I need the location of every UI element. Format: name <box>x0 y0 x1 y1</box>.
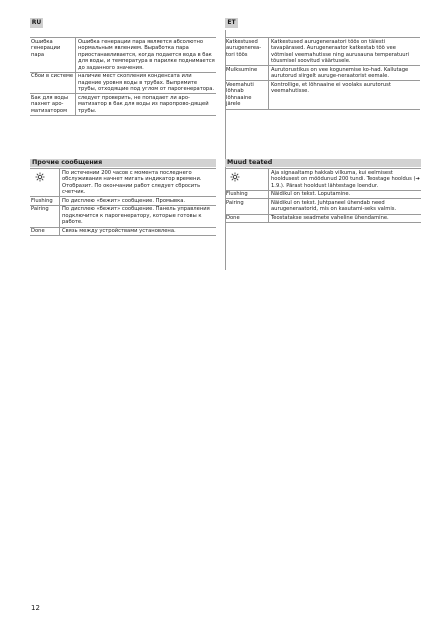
table-row <box>30 72 216 94</box>
table-row <box>225 190 421 199</box>
row-key: Ошибка генерации пара <box>30 38 76 73</box>
row-value: наличие мест скопления конденсата или падение уровня воды в трубах. Выпрямите трубы, отходящие под углом от парогенератора. <box>76 72 217 94</box>
row-value: Aja signaaltamp hakkab vilkuma, kui eelmisest hooldusest on möödunud 200 tundi. Teostage hooldus (➔ 1.9.). Pärast hooldust lähtestage loendur. <box>269 169 422 191</box>
row-value: Связь между устройствами установлена. <box>60 227 217 236</box>
table-row <box>30 94 216 116</box>
table-row <box>225 169 421 191</box>
row-key: Pairing <box>30 205 60 227</box>
row-value: По дисплею «бежит» сообщение. Панель управления подключится к парогенератору, которые готовы к работе. <box>60 205 217 227</box>
row-key: Flushing <box>30 197 60 206</box>
row-value: Näidikul on tekst. Juhtpaneel ühendab need aurugeneraatorid, mis on kasutami-seks valmis. <box>269 199 422 214</box>
row-value: Näidikul on tekst. Loputamine. <box>269 190 422 199</box>
row-key: Pairing <box>225 199 269 214</box>
row-value: По истечении 200 часов с момента последнего обслуживания начнет мигать индикатор времени. Отобразит. По окончании работ следует сбросить счетчик. <box>60 169 217 197</box>
et-messages-table <box>225 168 421 223</box>
table-row <box>30 227 216 236</box>
row-key: Veemahuti lõhnab lõhnaaine järele <box>225 81 269 109</box>
ru-troubleshooting-table <box>30 37 216 116</box>
table-row <box>225 38 420 66</box>
row-key <box>30 169 60 197</box>
row-key: Done <box>30 227 60 236</box>
table-row <box>225 199 421 214</box>
row-value: По дисплею «бежит» сообщение. Промывка. <box>60 197 217 206</box>
et-section-title: Muud teated <box>225 159 421 167</box>
row-key: Mulksumine <box>225 66 269 81</box>
lang-tab-et: ET <box>225 18 238 28</box>
row-value: следует проверить, не попадает ли аро-матизатор в бак для воды из паропрово-дящей трубы. <box>76 94 217 116</box>
row-value: Ошибка генерации пара является абсолютно нормальным явлением. Выработка пара приостанавливается, когда подается вода в бак для воды, и температура в парилке поднимается до заданного значения. <box>76 38 217 73</box>
sun-icon <box>35 172 45 182</box>
table-row <box>30 205 216 227</box>
table-row <box>30 197 216 206</box>
table-row <box>225 214 421 223</box>
table-row <box>30 169 216 197</box>
row-key: Flushing <box>225 190 269 199</box>
ru-messages-table <box>30 168 216 236</box>
page-number: 12 <box>31 604 40 612</box>
row-value: Aurutorustikus on vee kogunemise ko-had. Kallutage aurutorud siirgelt auruge-neraatorist eemale. <box>269 66 421 81</box>
ru-section-title: Прочие сообщения <box>30 159 216 167</box>
table-row <box>225 81 420 109</box>
sun-icon <box>230 172 240 182</box>
et-troubleshooting-table <box>225 37 420 110</box>
row-value: Kontrollige, et lõhnaaine ei voolaks aurutorust veemahutisse. <box>269 81 421 109</box>
row-value: Katkestused aurugeneraatori töös on täiesti tavapärased. Aurugeneraator katkestab töö vee võtmisel veemahutisse ning aurusauna temperatuuri tõusmisel soovitud väärtusele. <box>269 38 421 66</box>
row-key: Сбои в системе <box>30 72 76 94</box>
lang-tab-ru: RU <box>31 19 42 26</box>
row-key: Done <box>225 214 269 223</box>
row-key <box>225 169 269 191</box>
row-value: Teostatakse seadmete vaheline ühendamine. <box>269 214 422 223</box>
row-key: Бак для воды пахнет аро-матизатором <box>30 94 76 116</box>
row-key: Katkestused aurugenerea-tori töös <box>225 38 269 66</box>
table-row <box>30 38 216 73</box>
table-row <box>225 66 420 81</box>
